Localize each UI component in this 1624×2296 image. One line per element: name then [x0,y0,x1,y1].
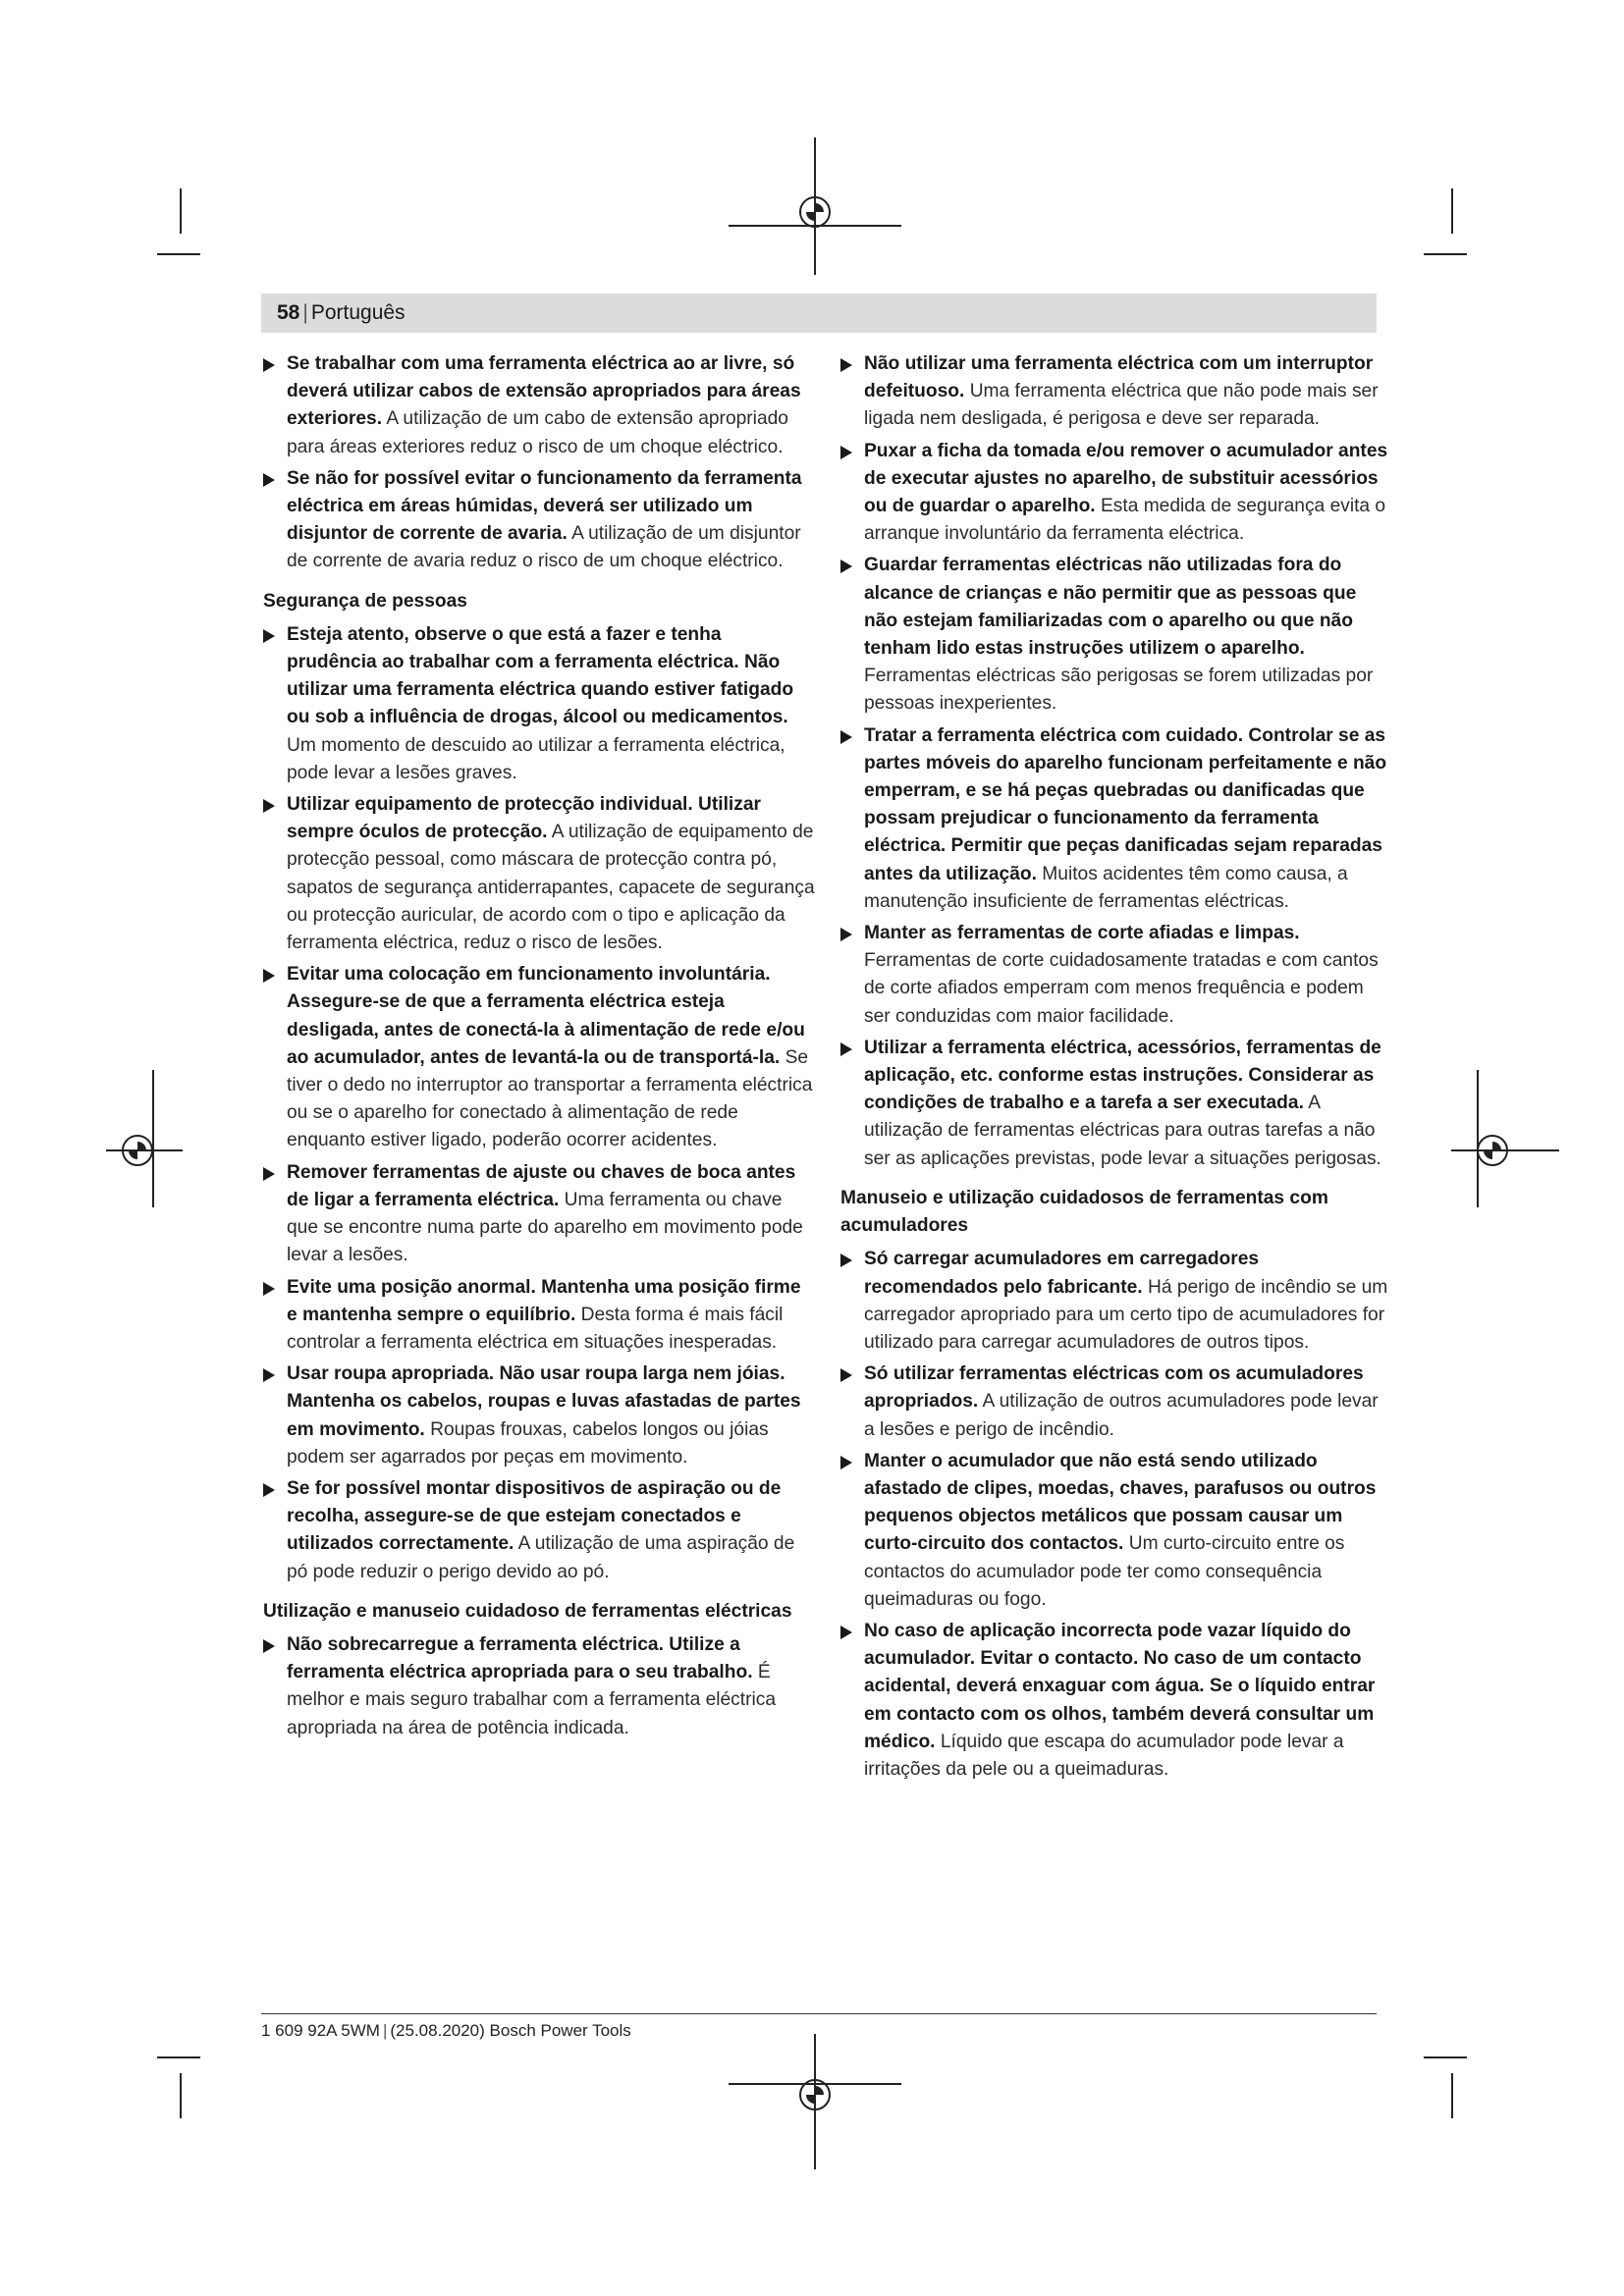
safety-instruction-item [263,621,815,787]
footer-doc-code: 1 609 92A 5WM [261,2021,380,2040]
instruction-bold-text: Se for possível montar dispositivos de aspiração ou de recolha, assegure-se de que estejam conectados e utilizados correctamente. [287,1477,782,1555]
instruction-bold-text: No caso de aplicação incorrecta pode vazar líquido do acumulador. Evitar o contacto. No caso de um contacto acidental, deverá enxaguar com água. Se o líquido entrar em contacto com os olhos, também deverá consultar um médico. [864,1620,1376,1752]
instruction-bold-text: Evitar uma colocação em funcionamento involuntária. Assegure-se de que a ferramenta eléctrica esteja desligada, antes de conectá-la à alimentação de rede e/ou ao acumulador, antes de levantá-la ou de transportá-la. [287,964,805,1068]
instruction-explanation-text: Ferramentas eléctricas são perigosas se forem utilizadas por pessoas inexperientes. [864,666,1374,715]
safety-instruction-item [840,1361,1392,1444]
instruction-explanation-text: Líquido que escapa do acumulador pode levar a irritações da pele ou a queimaduras. [864,1731,1344,1780]
instruction-bold-text: Manter o acumulador que não está sendo utilizado afastado de clipes, moedas, chaves, parafusos ou outros pequenos objectos metálicos que possam causar um curto-circuito dos contactos. [864,1450,1377,1555]
instruction-bold-text: Não utilizar uma ferramenta eléctrica com um interruptor defeituoso. [864,353,1374,402]
crop-mark [1424,253,1467,255]
safety-instruction-item [840,920,1392,1031]
instruction-explanation-text: A utilização de ferramentas eléctricas para outras tarefas a não ser as aplicações previstas, pode levar a situações perigosas. [864,1093,1381,1169]
instruction-bold-text: Usar roupa apropriada. Não usar roupa larga nem jóias. Mantenha os cabelos, roupas e luvas afastadas de partes em movimento. [287,1363,801,1440]
registration-target-icon [799,196,831,228]
safety-instruction-item [840,1618,1392,1784]
header-language: Português [310,301,406,324]
bullet-arrow-icon [263,629,275,643]
instruction-explanation-text: Se tiver o dedo no interruptor ao transportar a ferramenta eléctrica ou se o aparelho for conectado à alimentação de rede enquanto estiver ligado, poderão ocorrer acidentes. [287,1046,813,1151]
crop-mark [180,2073,182,2118]
page-header [277,300,406,326]
instruction-explanation-text: Ferramentas de corte cuidadosamente tratadas e com cantos de corte afiados emperram com menos frequência e podem ser conduzidas com maior facilidade. [864,950,1379,1027]
instruction-explanation-text: A utilização de um cabo de extensão apropriado para áreas exteriores reduz o risco de um choque eléctrico. [287,408,788,457]
page-footer [261,2020,631,2042]
registration-target-icon [122,1135,153,1166]
safety-instruction-item [263,1274,815,1358]
safety-instruction-item [263,1475,815,1586]
instruction-explanation-text: Muitos acidentes têm como causa, a manutenção insuficiente de ferramentas eléctricas. [864,863,1348,912]
instruction-explanation-text: A utilização de outros acumuladores pode levar a lesões e perigo de incêndio. [864,1391,1379,1440]
bullet-arrow-icon [840,1456,852,1469]
bullet-arrow-icon [840,1254,852,1267]
bullet-arrow-icon [840,1368,852,1382]
instruction-explanation-text: A utilização de equipamento de protecção pessoal, como máscara de protecção contra pó, sapatos de segurança antiderrapantes, capacete de segurança ou protecção auricular, de acordo com o tipo e aplicação da ferramenta eléctrica, reduz o risco de lesões. [287,822,815,954]
instruction-bold-text: Puxar a ficha da tomada e/ou remover o acumulador antes de executar ajustes no aparelho, de substituir acessórios ou de guardar o aparelho. [864,440,1388,517]
crop-mark [180,188,182,234]
instruction-bold-text: Esteja atento, observe o que está a fazer e tenha prudência ao trabalhar com a ferramenta eléctrica. Não utilizar uma ferramenta eléctrica quando estiver fatigado ou sob a influência de drogas, álcool ou medicamentos. [287,623,794,728]
instruction-explanation-text: Uma ferramenta eléctrica que não pode mais ser ligada nem desligada, é perigosa e deve ser reparada. [864,381,1379,430]
instruction-bold-text: Manter as ferramentas de corte afiadas e limpas. [864,923,1300,944]
crop-mark [1451,2073,1453,2118]
instruction-explanation-text: É melhor e mais seguro trabalhar com a ferramenta eléctrica apropriada na área de potência indicada. [287,1662,777,1738]
safety-instruction-item [263,1159,815,1270]
header-separator: | [302,301,308,324]
footer-brand: Bosch Power Tools [489,2021,631,2040]
safety-instruction-item [840,722,1392,916]
bullet-arrow-icon [840,446,852,459]
instruction-explanation-text: Roupas frouxas, cabelos longos ou jóias podem ser agarrados por peças em movimento. [287,1418,769,1468]
bullet-arrow-icon [840,928,852,941]
instruction-bold-text: Não sobrecarregue a ferramenta eléctrica. Utilize a ferramenta eléctrica apropriada para o seu trabalho. [287,1633,753,1683]
bullet-arrow-icon [263,358,275,372]
bullet-arrow-icon [840,358,852,372]
safety-instruction-item [840,438,1392,549]
instruction-bold-text: Remover ferramentas de ajuste ou chaves de boca antes de ligar a ferramenta eléctrica. [287,1161,796,1210]
safety-instruction-item [840,350,1392,434]
page-header-bar [261,294,1377,333]
instruction-bold-text: Tratar a ferramenta eléctrica com cuidado. Controlar se as partes móveis do aparelho funcionam perfeitamente e não emperram, e se há peças quebradas ou danificadas que possam prejudicar o funcionamento da ferramenta eléctrica. Permitir que peças danificadas sejam reparadas antes da utilização. [864,724,1387,884]
instruction-bold-text: Se trabalhar com uma ferramenta eléctrica ao ar livre, só deverá utilizar cabos de extensão apropriados para áreas exteriores. [287,353,801,430]
left-column [263,350,815,1746]
registration-line [1477,1070,1479,1207]
instruction-explanation-text: A utilização de um disjuntor de corrente de avaria reduz o risco de um choque eléctrico. [287,523,801,572]
instruction-bold-text: Evite uma posição anormal. Mantenha uma posição firme e mantenha sempre o equilíbrio. [287,1276,801,1325]
safety-instruction-item [840,1448,1392,1614]
crop-mark [157,253,200,255]
registration-target-icon [799,2079,831,2110]
footer-separator: | [382,2021,388,2040]
right-column [840,350,1392,1788]
footer-rule [261,2013,1377,2014]
safety-instruction-item [263,791,815,957]
safety-instruction-item [263,1361,815,1471]
instruction-explanation-text: Desta forma é mais fácil controlar a ferramenta eléctrica em situações inesperadas. [287,1304,784,1353]
bullet-arrow-icon [263,969,275,983]
instruction-bold-text: Só utilizar ferramentas eléctricas com os acumuladores apropriados. [864,1363,1364,1413]
instruction-explanation-text: Um curto-circuito entre os contactos do acumulador pode ter como consequência queimaduras ou fogo. [864,1533,1345,1610]
instruction-explanation-text: Esta medida de segurança evita o arranque involuntário da ferramenta eléctrica. [864,496,1386,545]
instruction-explanation-text: A utilização de uma aspiração de pó pode reduzir o perigo devido ao pó. [287,1533,795,1582]
bullet-arrow-icon [263,1282,275,1296]
section-heading: Utilização e manuseio cuidadoso de ferramentas eléctricas [263,1600,792,1622]
registration-target-icon [1477,1135,1508,1166]
instruction-bold-text: Se não for possível evitar o funcionamento da ferramenta eléctrica em áreas húmidas, deverá ser utilizado um disjuntor de corrente de avaria. [287,467,802,545]
section-heading: Segurança de pessoas [263,590,467,612]
crop-mark [1424,2056,1467,2058]
bullet-arrow-icon [840,560,852,573]
safety-instruction-item [840,552,1392,718]
instruction-bold-text: Utilizar a ferramenta eléctrica, acessórios, ferramentas de aplicação, etc. conforme estas instruções. Considerar as condições de trabalho e a tarefa a ser executada. [864,1037,1381,1114]
bullet-arrow-icon [840,1042,852,1056]
bullet-arrow-icon [263,799,275,813]
safety-instruction-item [840,1246,1392,1357]
safety-instruction-item [263,465,815,576]
instruction-explanation-text: Uma ferramenta ou chave que se encontre numa parte do aparelho em movimento pode levar a lesões. [287,1189,803,1266]
instruction-bold-text: Guardar ferramentas eléctricas não utilizadas fora do alcance de crianças e não permitir que as pessoas que não estejam familiarizadas com o aparelho ou que não tenham lido estas instruções utilizem o aparelho. [864,555,1357,660]
instruction-bold-text: Utilizar equipamento de protecção individual. Utilizar sempre óculos de protecção. [287,794,761,843]
page-number: 58 [277,301,300,324]
section-heading: Manuseio e utilização cuidadosos de ferramentas com acumuladores [840,1187,1328,1237]
instruction-bold-text: Só carregar acumuladores em carregadores recomendados pelo fabricante. [864,1249,1260,1298]
bullet-arrow-icon [263,1483,275,1497]
bullet-arrow-icon [840,1626,852,1639]
bullet-arrow-icon [263,1368,275,1382]
registration-line [152,1070,154,1207]
instruction-explanation-text: Há perigo de incêndio se um carregador apropriado para um certo tipo de acumuladores for utilizado para carregar acumuladores de outros tipos. [864,1276,1388,1353]
bullet-arrow-icon [263,473,275,487]
safety-instruction-item [840,1035,1392,1173]
safety-instruction-item [263,350,815,461]
safety-instruction-item [263,961,815,1154]
crop-mark [157,2056,200,2058]
crop-mark [1451,188,1453,234]
safety-instruction-item [263,1631,815,1742]
instruction-explanation-text: Um momento de descuido ao utilizar a ferramenta eléctrica, pode levar a lesões graves. [287,734,785,783]
bullet-arrow-icon [840,730,852,744]
bullet-arrow-icon [263,1639,275,1653]
bullet-arrow-icon [263,1167,275,1181]
footer-date: (25.08.2020) [390,2021,485,2040]
